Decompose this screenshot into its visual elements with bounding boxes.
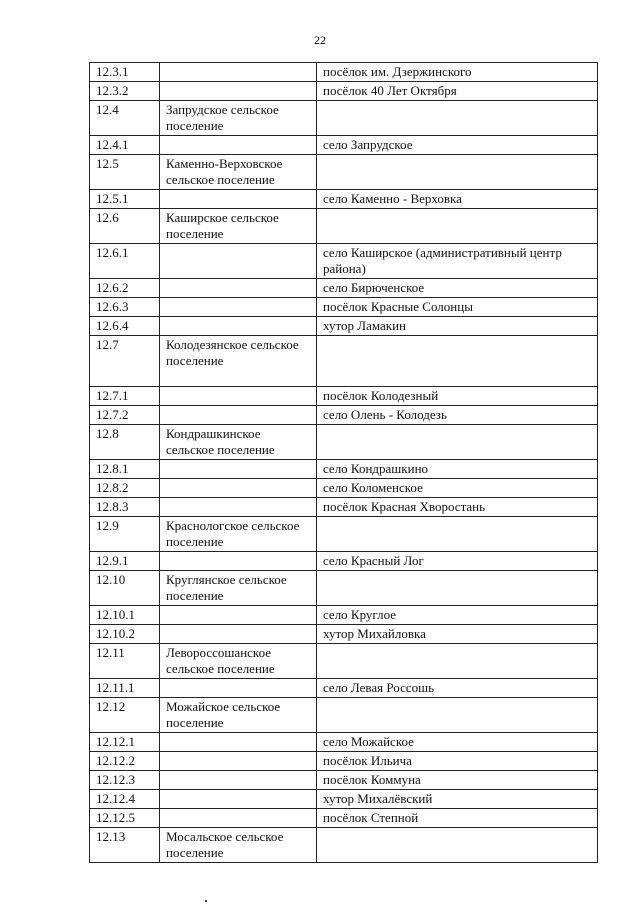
locality-cell: село Круглое bbox=[317, 606, 598, 625]
row-number-cell: 12.9 bbox=[90, 517, 160, 552]
row-number-cell: 12.5 bbox=[90, 155, 160, 190]
table-row bbox=[90, 479, 598, 498]
row-number-cell: 12.6 bbox=[90, 209, 160, 244]
settlement-cell: Левороссошанское сельское поселение bbox=[160, 644, 317, 679]
locality-cell: посёлок Колодезный bbox=[317, 387, 598, 406]
settlements-table-body bbox=[90, 63, 598, 863]
row-number-cell: 12.6.3 bbox=[90, 298, 160, 317]
locality-cell: хутор Михайловка bbox=[317, 625, 598, 644]
row-number-cell: 12.3.2 bbox=[90, 82, 160, 101]
table-row bbox=[90, 155, 598, 190]
settlement-cell bbox=[160, 82, 317, 101]
locality-cell: посёлок Ильича bbox=[317, 752, 598, 771]
settlement-cell bbox=[160, 190, 317, 209]
settlement-cell bbox=[160, 790, 317, 809]
page-number: 22 bbox=[314, 33, 326, 47]
settlement-cell bbox=[160, 752, 317, 771]
locality-cell bbox=[317, 571, 598, 606]
settlement-cell: Можайское сельское поселение bbox=[160, 698, 317, 733]
settlement-cell bbox=[160, 552, 317, 571]
settlement-cell bbox=[160, 809, 317, 828]
locality-cell: село Бирюченское bbox=[317, 279, 598, 298]
settlement-cell bbox=[160, 136, 317, 155]
row-number-cell: 12.8.3 bbox=[90, 498, 160, 517]
row-number-cell: 12.7 bbox=[90, 336, 160, 387]
settlement-cell: Кондрашкинское сельское поселение bbox=[160, 425, 317, 460]
table-row bbox=[90, 606, 598, 625]
table-row bbox=[90, 136, 598, 155]
settlement-cell bbox=[160, 406, 317, 425]
table-row bbox=[90, 244, 598, 279]
locality-cell: посёлок им. Дзержинского bbox=[317, 63, 598, 82]
settlement-cell bbox=[160, 771, 317, 790]
table-row bbox=[90, 317, 598, 336]
settlement-cell bbox=[160, 279, 317, 298]
settlement-cell bbox=[160, 298, 317, 317]
locality-cell: село Каменно - Верховка bbox=[317, 190, 598, 209]
row-number-cell: 12.4 bbox=[90, 101, 160, 136]
locality-cell bbox=[317, 517, 598, 552]
table-row bbox=[90, 552, 598, 571]
row-number-cell: 12.3.1 bbox=[90, 63, 160, 82]
locality-cell: хутор Михалёвский bbox=[317, 790, 598, 809]
locality-cell bbox=[317, 101, 598, 136]
settlement-cell bbox=[160, 733, 317, 752]
row-number-cell: 12.13 bbox=[90, 828, 160, 863]
table-row bbox=[90, 82, 598, 101]
row-number-cell: 12.11.1 bbox=[90, 679, 160, 698]
table-row bbox=[90, 644, 598, 679]
settlement-cell: Колодезянское сельское поселение bbox=[160, 336, 317, 387]
settlement-cell: Мосальское сельское поселение bbox=[160, 828, 317, 863]
row-number-cell: 12.11 bbox=[90, 644, 160, 679]
locality-cell: село Запрудское bbox=[317, 136, 598, 155]
table-row bbox=[90, 733, 598, 752]
row-number-cell: 12.12.3 bbox=[90, 771, 160, 790]
settlement-cell bbox=[160, 679, 317, 698]
table-row bbox=[90, 101, 598, 136]
table-row bbox=[90, 63, 598, 82]
locality-cell: посёлок Красная Хворостань bbox=[317, 498, 598, 517]
locality-cell: село Олень - Колодезь bbox=[317, 406, 598, 425]
row-number-cell: 12.8.1 bbox=[90, 460, 160, 479]
table-row bbox=[90, 771, 598, 790]
row-number-cell: 12.12.2 bbox=[90, 752, 160, 771]
table-row bbox=[90, 298, 598, 317]
table-row bbox=[90, 752, 598, 771]
settlement-cell bbox=[160, 63, 317, 82]
table-row bbox=[90, 209, 598, 244]
settlement-cell bbox=[160, 625, 317, 644]
locality-cell: посёлок Красные Солонцы bbox=[317, 298, 598, 317]
settlement-cell bbox=[160, 317, 317, 336]
table-row bbox=[90, 625, 598, 644]
row-number-cell: 12.6.2 bbox=[90, 279, 160, 298]
table-row bbox=[90, 828, 598, 863]
row-number-cell: 12.7.1 bbox=[90, 387, 160, 406]
settlement-cell bbox=[160, 460, 317, 479]
row-number-cell: 12.12.1 bbox=[90, 733, 160, 752]
table-row bbox=[90, 498, 598, 517]
row-number-cell: 12.10 bbox=[90, 571, 160, 606]
locality-cell bbox=[317, 336, 598, 387]
row-number-cell: 12.12 bbox=[90, 698, 160, 733]
locality-cell: село Красный Лог bbox=[317, 552, 598, 571]
locality-cell: село Каширское (административный центр района) bbox=[317, 244, 598, 279]
locality-cell: посёлок Степной bbox=[317, 809, 598, 828]
row-number-cell: 12.5.1 bbox=[90, 190, 160, 209]
settlement-cell: Круглянское сельское поселение bbox=[160, 571, 317, 606]
settlement-cell bbox=[160, 498, 317, 517]
row-number-cell: 12.4.1 bbox=[90, 136, 160, 155]
settlement-cell: Каширское сельское поселение bbox=[160, 209, 317, 244]
locality-cell bbox=[317, 155, 598, 190]
row-number-cell: 12.9.1 bbox=[90, 552, 160, 571]
settlement-cell bbox=[160, 387, 317, 406]
settlement-cell: Запрудское сельское поселение bbox=[160, 101, 317, 136]
locality-cell: посёлок 40 Лет Октября bbox=[317, 82, 598, 101]
locality-cell bbox=[317, 698, 598, 733]
row-number-cell: 12.7.2 bbox=[90, 406, 160, 425]
locality-cell bbox=[317, 828, 598, 863]
table-row bbox=[90, 809, 598, 828]
row-number-cell: 12.6.1 bbox=[90, 244, 160, 279]
locality-cell bbox=[317, 425, 598, 460]
table-row bbox=[90, 790, 598, 809]
settlement-cell bbox=[160, 479, 317, 498]
table-row bbox=[90, 517, 598, 552]
table-row bbox=[90, 698, 598, 733]
locality-cell bbox=[317, 209, 598, 244]
locality-cell: хутор Ламакин bbox=[317, 317, 598, 336]
settlement-cell bbox=[160, 606, 317, 625]
table-row bbox=[90, 460, 598, 479]
scan-speck bbox=[205, 900, 207, 902]
table-row bbox=[90, 679, 598, 698]
locality-cell: село Можайское bbox=[317, 733, 598, 752]
table-row bbox=[90, 406, 598, 425]
row-number-cell: 12.10.1 bbox=[90, 606, 160, 625]
table-row bbox=[90, 279, 598, 298]
settlement-cell: Краснологское сельское поселение bbox=[160, 517, 317, 552]
locality-cell: село Левая Россошь bbox=[317, 679, 598, 698]
row-number-cell: 12.8.2 bbox=[90, 479, 160, 498]
table-row bbox=[90, 425, 598, 460]
row-number-cell: 12.12.4 bbox=[90, 790, 160, 809]
table-row bbox=[90, 387, 598, 406]
row-number-cell: 12.8 bbox=[90, 425, 160, 460]
table-row bbox=[90, 190, 598, 209]
settlements-table bbox=[89, 62, 598, 863]
row-number-cell: 12.10.2 bbox=[90, 625, 160, 644]
settlement-cell bbox=[160, 244, 317, 279]
locality-cell bbox=[317, 644, 598, 679]
locality-cell: село Кондрашкино bbox=[317, 460, 598, 479]
table-row bbox=[90, 571, 598, 606]
locality-cell: посёлок Коммуна bbox=[317, 771, 598, 790]
row-number-cell: 12.12.5 bbox=[90, 809, 160, 828]
table-row bbox=[90, 336, 598, 387]
row-number-cell: 12.6.4 bbox=[90, 317, 160, 336]
settlement-cell: Каменно-Верховское сельское поселение bbox=[160, 155, 317, 190]
locality-cell: село Коломенское bbox=[317, 479, 598, 498]
